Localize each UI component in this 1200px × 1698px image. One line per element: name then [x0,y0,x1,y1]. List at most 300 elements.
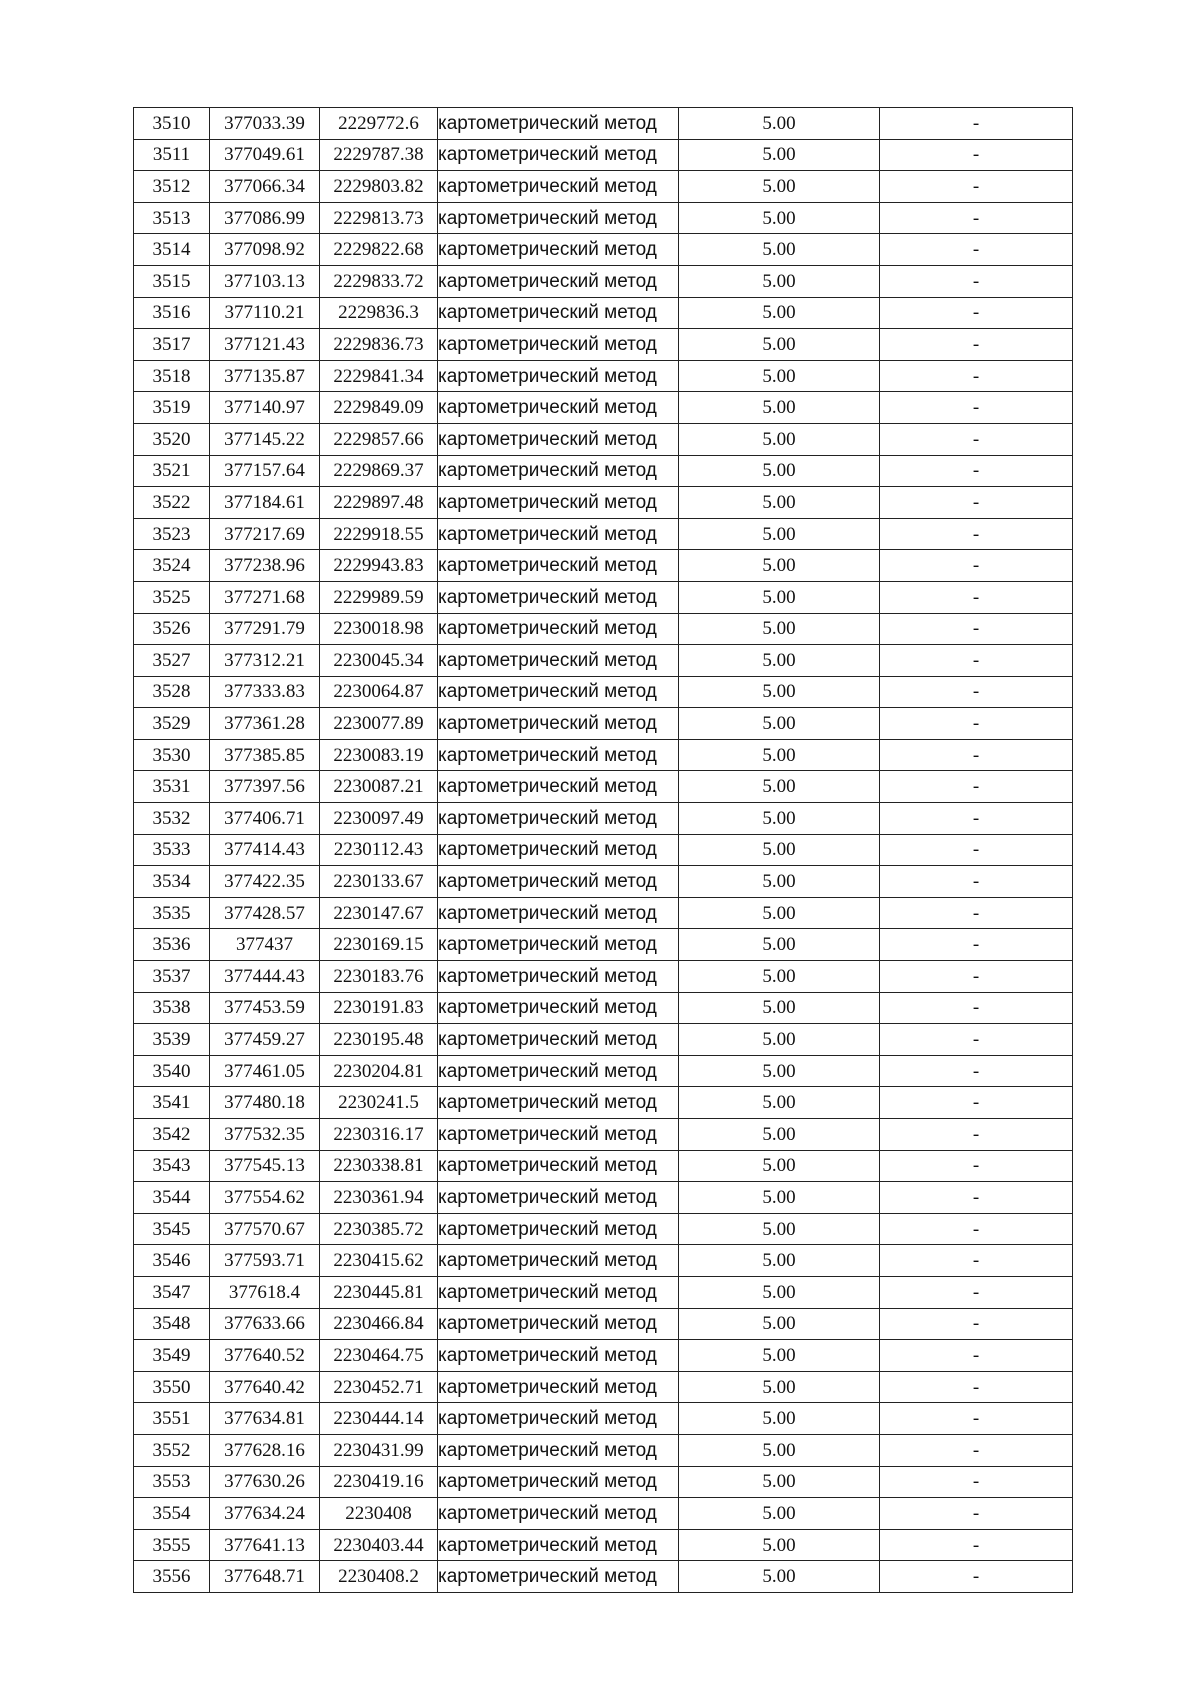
table-row [134,329,1073,361]
method-cell: картометрический метод [438,108,679,140]
note-cell: - [880,455,1073,487]
table-row [134,1498,1073,1530]
accuracy-cell: 5.00 [679,297,880,329]
y-coordinate-cell: 2230431.99 [320,1434,438,1466]
method-cell: картометрический метод [438,1276,679,1308]
accuracy-cell: 5.00 [679,676,880,708]
method-cell: картометрический метод [438,423,679,455]
method-cell: картометрический метод [438,613,679,645]
accuracy-cell: 5.00 [679,1119,880,1151]
table-row [134,265,1073,297]
y-coordinate-cell: 2230415.62 [320,1245,438,1277]
note-cell: - [880,1308,1073,1340]
method-cell: картометрический метод [438,1403,679,1435]
accuracy-cell: 5.00 [679,1529,880,1561]
accuracy-cell: 5.00 [679,234,880,266]
note-cell: - [880,1245,1073,1277]
point-number-cell: 3530 [134,739,210,771]
note-cell: - [880,1340,1073,1372]
note-cell: - [880,1498,1073,1530]
y-coordinate-cell: 2229833.72 [320,265,438,297]
point-number-cell: 3524 [134,550,210,582]
y-coordinate-cell: 2229869.37 [320,455,438,487]
point-number-cell: 3525 [134,581,210,613]
y-coordinate-cell: 2230241.5 [320,1087,438,1119]
note-cell: - [880,1150,1073,1182]
point-number-cell: 3512 [134,171,210,203]
accuracy-cell: 5.00 [679,1182,880,1214]
method-cell: картометрический метод [438,676,679,708]
accuracy-cell: 5.00 [679,455,880,487]
point-number-cell: 3522 [134,487,210,519]
accuracy-cell: 5.00 [679,708,880,740]
y-coordinate-cell: 2229841.34 [320,360,438,392]
method-cell: картометрический метод [438,1245,679,1277]
accuracy-cell: 5.00 [679,518,880,550]
point-number-cell: 3548 [134,1308,210,1340]
accuracy-cell: 5.00 [679,1308,880,1340]
note-cell: - [880,866,1073,898]
method-cell: картометрический метод [438,455,679,487]
note-cell: - [880,739,1073,771]
accuracy-cell: 5.00 [679,929,880,961]
accuracy-cell: 5.00 [679,139,880,171]
method-cell: картометрический метод [438,234,679,266]
accuracy-cell: 5.00 [679,613,880,645]
note-cell: - [880,708,1073,740]
point-number-cell: 3533 [134,834,210,866]
method-cell: картометрический метод [438,1529,679,1561]
accuracy-cell: 5.00 [679,202,880,234]
method-cell: картометрический метод [438,739,679,771]
note-cell: - [880,329,1073,361]
y-coordinate-cell: 2229918.55 [320,518,438,550]
note-cell: - [880,1434,1073,1466]
note-cell: - [880,1466,1073,1498]
y-coordinate-cell: 2230064.87 [320,676,438,708]
point-number-cell: 3515 [134,265,210,297]
accuracy-cell: 5.00 [679,550,880,582]
y-coordinate-cell: 2230361.94 [320,1182,438,1214]
note-cell: - [880,1529,1073,1561]
method-cell: картометрический метод [438,1087,679,1119]
x-coordinate-cell: 377414.43 [210,834,320,866]
y-coordinate-cell: 2229787.38 [320,139,438,171]
x-coordinate-cell: 377397.56 [210,771,320,803]
method-cell: картометрический метод [438,329,679,361]
y-coordinate-cell: 2230403.44 [320,1529,438,1561]
point-number-cell: 3553 [134,1466,210,1498]
y-coordinate-cell: 2230183.76 [320,961,438,993]
accuracy-cell: 5.00 [679,739,880,771]
method-cell: картометрический метод [438,929,679,961]
table-row [134,171,1073,203]
point-number-cell: 3540 [134,1055,210,1087]
method-cell: картометрический метод [438,1371,679,1403]
point-number-cell: 3554 [134,1498,210,1530]
table-row [134,360,1073,392]
x-coordinate-cell: 377184.61 [210,487,320,519]
table-row [134,1119,1073,1151]
y-coordinate-cell: 2230169.15 [320,929,438,961]
note-cell: - [880,897,1073,929]
x-coordinate-cell: 377086.99 [210,202,320,234]
method-cell: картометрический метод [438,834,679,866]
note-cell: - [880,771,1073,803]
y-coordinate-cell: 2229772.6 [320,108,438,140]
y-coordinate-cell: 2230195.48 [320,1024,438,1056]
y-coordinate-cell: 2230385.72 [320,1213,438,1245]
method-cell: картометрический метод [438,1308,679,1340]
point-number-cell: 3543 [134,1150,210,1182]
note-cell: - [880,803,1073,835]
note-cell: - [880,202,1073,234]
method-cell: картометрический метод [438,487,679,519]
x-coordinate-cell: 377406.71 [210,803,320,835]
note-cell: - [880,1403,1073,1435]
note-cell: - [880,108,1073,140]
y-coordinate-cell: 2230408 [320,1498,438,1530]
method-cell: картометрический метод [438,1024,679,1056]
x-coordinate-cell: 377593.71 [210,1245,320,1277]
x-coordinate-cell: 377648.71 [210,1561,320,1593]
accuracy-cell: 5.00 [679,1371,880,1403]
point-number-cell: 3536 [134,929,210,961]
accuracy-cell: 5.00 [679,1087,880,1119]
method-cell: картометрический метод [438,1561,679,1593]
method-cell: картометрический метод [438,708,679,740]
method-cell: картометрический метод [438,992,679,1024]
y-coordinate-cell: 2230466.84 [320,1308,438,1340]
y-coordinate-cell: 2229943.83 [320,550,438,582]
accuracy-cell: 5.00 [679,360,880,392]
point-number-cell: 3527 [134,645,210,677]
accuracy-cell: 5.00 [679,1055,880,1087]
point-number-cell: 3542 [134,1119,210,1151]
point-number-cell: 3538 [134,992,210,1024]
note-cell: - [880,1087,1073,1119]
method-cell: картометрический метод [438,897,679,929]
x-coordinate-cell: 377428.57 [210,897,320,929]
x-coordinate-cell: 377422.35 [210,866,320,898]
note-cell: - [880,1371,1073,1403]
table-row [134,1434,1073,1466]
method-cell: картометрический метод [438,1119,679,1151]
table-row [134,929,1073,961]
x-coordinate-cell: 377459.27 [210,1024,320,1056]
note-cell: - [880,392,1073,424]
table-row [134,1182,1073,1214]
point-number-cell: 3523 [134,518,210,550]
accuracy-cell: 5.00 [679,897,880,929]
y-coordinate-cell: 2230204.81 [320,1055,438,1087]
method-cell: картометрический метод [438,171,679,203]
table-row [134,961,1073,993]
x-coordinate-cell: 377640.52 [210,1340,320,1372]
method-cell: картометрический метод [438,1498,679,1530]
accuracy-cell: 5.00 [679,329,880,361]
note-cell: - [880,518,1073,550]
accuracy-cell: 5.00 [679,771,880,803]
x-coordinate-cell: 377049.61 [210,139,320,171]
x-coordinate-cell: 377641.13 [210,1529,320,1561]
y-coordinate-cell: 2230045.34 [320,645,438,677]
table-row [134,234,1073,266]
method-cell: картометрический метод [438,139,679,171]
accuracy-cell: 5.00 [679,803,880,835]
x-coordinate-cell: 377628.16 [210,1434,320,1466]
method-cell: картометрический метод [438,1055,679,1087]
table-row [134,423,1073,455]
point-number-cell: 3526 [134,613,210,645]
y-coordinate-cell: 2229849.09 [320,392,438,424]
point-number-cell: 3535 [134,897,210,929]
point-number-cell: 3529 [134,708,210,740]
x-coordinate-cell: 377238.96 [210,550,320,582]
y-coordinate-cell: 2230338.81 [320,1150,438,1182]
accuracy-cell: 5.00 [679,1498,880,1530]
x-coordinate-cell: 377157.64 [210,455,320,487]
x-coordinate-cell: 377361.28 [210,708,320,740]
accuracy-cell: 5.00 [679,834,880,866]
y-coordinate-cell: 2230087.21 [320,771,438,803]
point-number-cell: 3528 [134,676,210,708]
table-row [134,297,1073,329]
x-coordinate-cell: 377312.21 [210,645,320,677]
accuracy-cell: 5.00 [679,1434,880,1466]
x-coordinate-cell: 377480.18 [210,1087,320,1119]
x-coordinate-cell: 377140.97 [210,392,320,424]
table-row [134,708,1073,740]
table-row [134,1055,1073,1087]
note-cell: - [880,1024,1073,1056]
note-cell: - [880,139,1073,171]
y-coordinate-cell: 2230191.83 [320,992,438,1024]
table-row [134,487,1073,519]
point-number-cell: 3549 [134,1340,210,1372]
point-number-cell: 3551 [134,1403,210,1435]
note-cell: - [880,265,1073,297]
table-row [134,739,1073,771]
accuracy-cell: 5.00 [679,1276,880,1308]
method-cell: картометрический метод [438,1434,679,1466]
method-cell: картометрический метод [438,866,679,898]
x-coordinate-cell: 377121.43 [210,329,320,361]
x-coordinate-cell: 377437 [210,929,320,961]
point-number-cell: 3547 [134,1276,210,1308]
table-row [134,676,1073,708]
x-coordinate-cell: 377385.85 [210,739,320,771]
point-number-cell: 3532 [134,803,210,835]
method-cell: картометрический метод [438,581,679,613]
point-number-cell: 3510 [134,108,210,140]
accuracy-cell: 5.00 [679,1024,880,1056]
point-number-cell: 3513 [134,202,210,234]
x-coordinate-cell: 377217.69 [210,518,320,550]
x-coordinate-cell: 377634.81 [210,1403,320,1435]
x-coordinate-cell: 377444.43 [210,961,320,993]
accuracy-cell: 5.00 [679,1561,880,1593]
y-coordinate-cell: 2230083.19 [320,739,438,771]
x-coordinate-cell: 377110.21 [210,297,320,329]
y-coordinate-cell: 2230316.17 [320,1119,438,1151]
accuracy-cell: 5.00 [679,171,880,203]
point-number-cell: 3550 [134,1371,210,1403]
method-cell: картометрический метод [438,1150,679,1182]
table-row [134,834,1073,866]
x-coordinate-cell: 377618.4 [210,1276,320,1308]
point-number-cell: 3519 [134,392,210,424]
table-row [134,455,1073,487]
y-coordinate-cell: 2230419.16 [320,1466,438,1498]
y-coordinate-cell: 2230452.71 [320,1371,438,1403]
note-cell: - [880,1055,1073,1087]
method-cell: картометрический метод [438,645,679,677]
table-row [134,803,1073,835]
method-cell: картометрический метод [438,202,679,234]
accuracy-cell: 5.00 [679,1213,880,1245]
x-coordinate-cell: 377633.66 [210,1308,320,1340]
method-cell: картометрический метод [438,360,679,392]
note-cell: - [880,961,1073,993]
method-cell: картометрический метод [438,297,679,329]
accuracy-cell: 5.00 [679,1150,880,1182]
point-number-cell: 3516 [134,297,210,329]
table-row [134,139,1073,171]
table-row [134,1308,1073,1340]
method-cell: картометрический метод [438,961,679,993]
x-coordinate-cell: 377033.39 [210,108,320,140]
note-cell: - [880,1276,1073,1308]
point-number-cell: 3521 [134,455,210,487]
accuracy-cell: 5.00 [679,392,880,424]
table-row [134,613,1073,645]
table-row [134,1561,1073,1593]
accuracy-cell: 5.00 [679,108,880,140]
note-cell: - [880,613,1073,645]
point-number-cell: 3545 [134,1213,210,1245]
table-row [134,1529,1073,1561]
table-row [134,1087,1073,1119]
method-cell: картометрический метод [438,803,679,835]
note-cell: - [880,423,1073,455]
accuracy-cell: 5.00 [679,645,880,677]
y-coordinate-cell: 2229857.66 [320,423,438,455]
x-coordinate-cell: 377135.87 [210,360,320,392]
y-coordinate-cell: 2230464.75 [320,1340,438,1372]
method-cell: картометрический метод [438,1182,679,1214]
accuracy-cell: 5.00 [679,1245,880,1277]
note-cell: - [880,929,1073,961]
y-coordinate-cell: 2229813.73 [320,202,438,234]
y-coordinate-cell: 2230018.98 [320,613,438,645]
method-cell: картометрический метод [438,265,679,297]
method-cell: картометрический метод [438,392,679,424]
y-coordinate-cell: 2230444.14 [320,1403,438,1435]
y-coordinate-cell: 2229822.68 [320,234,438,266]
note-cell: - [880,297,1073,329]
table-row [134,581,1073,613]
accuracy-cell: 5.00 [679,1466,880,1498]
x-coordinate-cell: 377570.67 [210,1213,320,1245]
point-number-cell: 3544 [134,1182,210,1214]
point-number-cell: 3539 [134,1024,210,1056]
method-cell: картометрический метод [438,1340,679,1372]
note-cell: - [880,360,1073,392]
table-row [134,108,1073,140]
x-coordinate-cell: 377271.68 [210,581,320,613]
accuracy-cell: 5.00 [679,423,880,455]
y-coordinate-cell: 2230077.89 [320,708,438,740]
x-coordinate-cell: 377145.22 [210,423,320,455]
x-coordinate-cell: 377291.79 [210,613,320,645]
point-number-cell: 3556 [134,1561,210,1593]
method-cell: картометрический метод [438,1466,679,1498]
y-coordinate-cell: 2229989.59 [320,581,438,613]
table-row [134,1024,1073,1056]
note-cell: - [880,550,1073,582]
method-cell: картометрический метод [438,1213,679,1245]
y-coordinate-cell: 2230112.43 [320,834,438,866]
note-cell: - [880,1182,1073,1214]
y-coordinate-cell: 2230408.2 [320,1561,438,1593]
table-row [134,1340,1073,1372]
table-row [134,202,1073,234]
note-cell: - [880,834,1073,866]
point-number-cell: 3514 [134,234,210,266]
y-coordinate-cell: 2230147.67 [320,897,438,929]
y-coordinate-cell: 2229836.3 [320,297,438,329]
note-cell: - [880,171,1073,203]
table-row [134,1276,1073,1308]
x-coordinate-cell: 377333.83 [210,676,320,708]
x-coordinate-cell: 377634.24 [210,1498,320,1530]
note-cell: - [880,1119,1073,1151]
accuracy-cell: 5.00 [679,866,880,898]
point-number-cell: 3517 [134,329,210,361]
point-number-cell: 3546 [134,1245,210,1277]
point-number-cell: 3534 [134,866,210,898]
coordinates-table [133,107,1073,1593]
table-row [134,645,1073,677]
table-row [134,992,1073,1024]
note-cell: - [880,581,1073,613]
point-number-cell: 3511 [134,139,210,171]
accuracy-cell: 5.00 [679,487,880,519]
table-row [134,866,1073,898]
accuracy-cell: 5.00 [679,1340,880,1372]
y-coordinate-cell: 2230097.49 [320,803,438,835]
note-cell: - [880,1213,1073,1245]
point-number-cell: 3552 [134,1434,210,1466]
table-row [134,550,1073,582]
note-cell: - [880,645,1073,677]
point-number-cell: 3518 [134,360,210,392]
point-number-cell: 3520 [134,423,210,455]
x-coordinate-cell: 377545.13 [210,1150,320,1182]
table-row [134,518,1073,550]
table-row [134,897,1073,929]
table-row [134,1213,1073,1245]
table-row [134,392,1073,424]
x-coordinate-cell: 377554.62 [210,1182,320,1214]
point-number-cell: 3555 [134,1529,210,1561]
note-cell: - [880,992,1073,1024]
table-row [134,1403,1073,1435]
x-coordinate-cell: 377630.26 [210,1466,320,1498]
coordinates-table-body [134,108,1073,1593]
accuracy-cell: 5.00 [679,1403,880,1435]
